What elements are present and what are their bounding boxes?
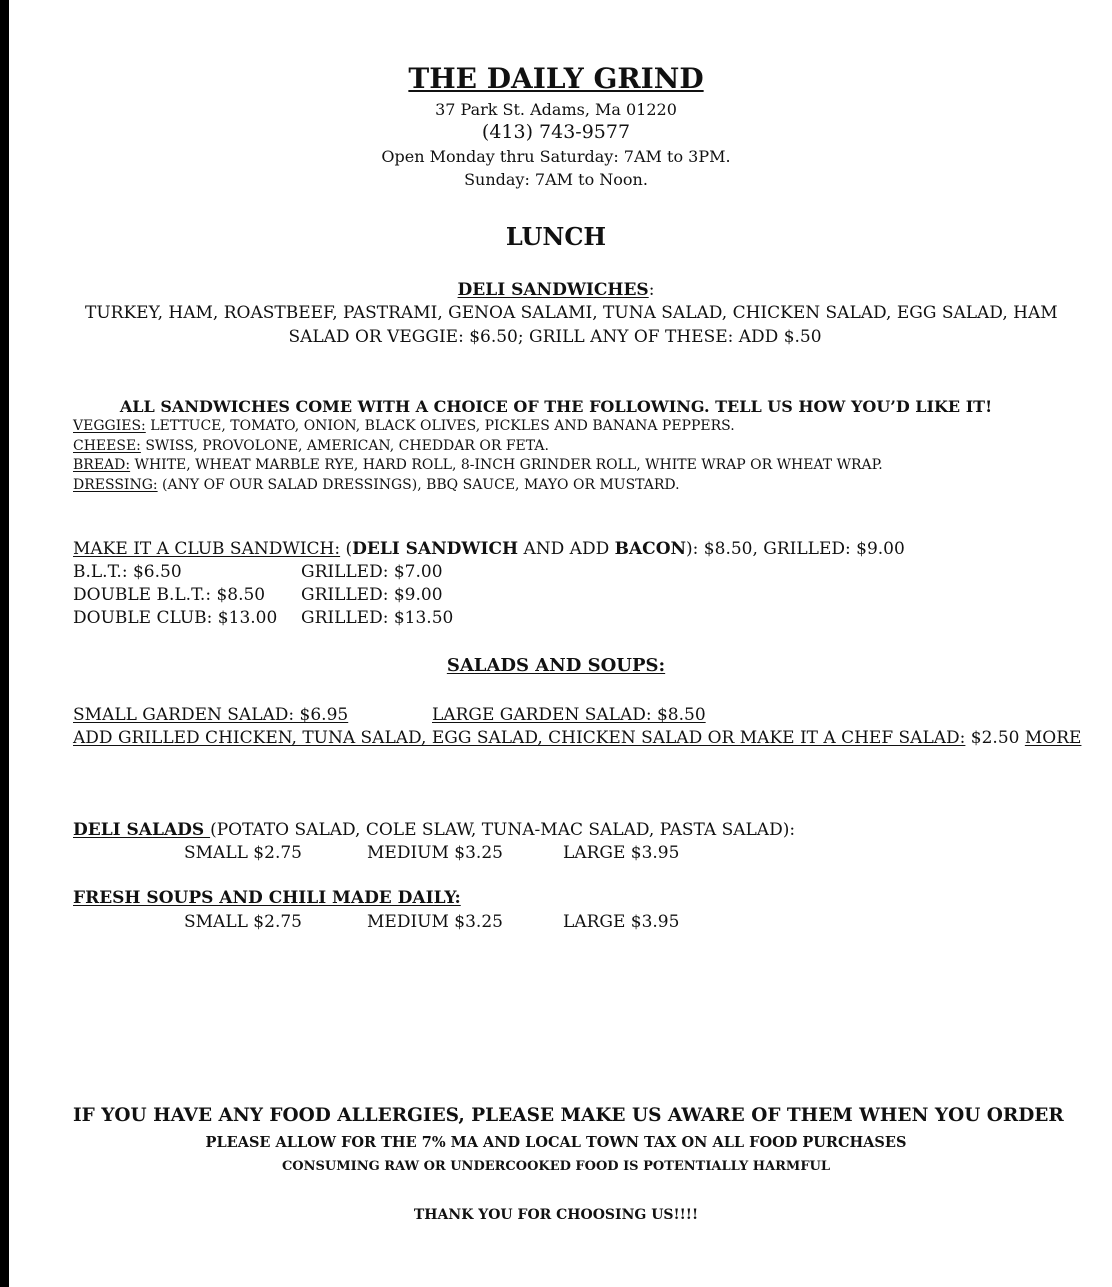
double-blt-grilled-price: GRILLED: $9.00 [301, 585, 443, 605]
allergy-notice: IF YOU HAVE ANY FOOD ALLERGIES, PLEASE MAKE US AWARE OF THEM WHEN YOU ORDER [73, 1105, 1064, 1126]
restaurant-title: THE DAILY GRIND [408, 62, 704, 95]
blt-grilled-price: GRILLED: $7.00 [301, 562, 443, 582]
deli-sandwiches-line-1: TURKEY, HAM, ROASTBEEF, PASTRAMI, GENOA SALAMI, TUNA SALAD, CHICKEN SALAD, EGG SALAD, HAM [85, 303, 1058, 323]
deli-heading-text: DELI SANDWICHES [457, 280, 649, 300]
salad-addons-text: ADD GRILLED CHICKEN, TUNA SALAD, EGG SALAD, CHICKEN SALAD OR MAKE IT A CHEF SALAD: [73, 728, 966, 748]
club-mid: AND ADD [518, 539, 615, 559]
choice-text: (ANY OF OUR SALAD DRESSINGS), BBQ SAUCE, MAYO OR MUSTARD. [157, 477, 680, 493]
choice-label: VEGGIES: [73, 418, 146, 434]
choice-text: LETTUCE, TOMATO, ONION, BLACK OLIVES, PICKLES AND BANANA PEPPERS. [145, 418, 735, 434]
salad-addons-price: $2.50 [965, 728, 1025, 748]
hours-weekdays: Open Monday thru Saturday: 7AM to 3PM. [381, 147, 731, 166]
choices-heading: ALL SANDWICHES COME WITH A CHOICE OF THE FOLLOWING. TELL US HOW YOU’D LIKE IT! [119, 397, 993, 416]
club-bold-deli: DELI SANDWICH [352, 539, 519, 559]
choice-text: WHITE, WHEAT MARBLE RYE, HARD ROLL, 8-INCH GRINDER ROLL, WHITE WRAP OR WHEAT WRAP. [130, 457, 883, 473]
soups-heading: FRESH SOUPS AND CHILI MADE DAILY: [73, 888, 461, 908]
deli-salads-large: LARGE $3.95 [563, 843, 680, 863]
deli-salads-small: SMALL $2.75 [184, 843, 302, 863]
phone-number: (413) 743-9577 [481, 121, 631, 143]
blt-price: B.L.T.: $6.50 [73, 562, 182, 582]
soups-large: LARGE $3.95 [563, 912, 680, 932]
soups-small: SMALL $2.75 [184, 912, 302, 932]
address: 37 Park St. Adams, Ma 01220 [435, 100, 677, 119]
deli-salads-label: DELI SALADS [73, 820, 211, 840]
club-bold-bacon: BACON [614, 539, 687, 559]
choice-label: BREAD: [73, 457, 131, 473]
deli-salads-desc: (POTATO SALAD, COLE SLAW, TUNA-MAC SALAD, PASTA SALAD): [210, 820, 796, 840]
large-garden-salad: LARGE GARDEN SALAD: $8.50 [432, 705, 706, 725]
small-garden-salad: SMALL GARDEN SALAD: $6.95 [73, 705, 349, 725]
choice-dressing [73, 477, 680, 493]
choice-label: DRESSING: [73, 477, 158, 493]
raw-food-warning: CONSUMING RAW OR UNDERCOOKED FOOD IS POTENTIALLY HARMFUL [281, 1159, 831, 1174]
double-club-price: DOUBLE CLUB: $13.00 [73, 608, 278, 628]
club-open: ( [340, 539, 353, 559]
section-title-lunch: LUNCH [505, 222, 607, 251]
salad-addons-more: MORE [1024, 728, 1082, 748]
tax-notice: PLEASE ALLOW FOR THE 7% MA AND LOCAL TOWN TAX ON ALL FOOD PURCHASES [205, 1134, 907, 1151]
choice-label: CHEESE: [73, 438, 141, 454]
deli-salads-line [73, 820, 795, 840]
deli-salads-medium: MEDIUM $3.25 [367, 843, 503, 863]
thank-you-message: THANK YOU FOR CHOOSING US!!!! [413, 1207, 699, 1223]
club-rest: ): $8.50, GRILLED: $9.00 [686, 539, 905, 559]
left-edge-bar [0, 0, 9, 1287]
double-club-grilled-price: GRILLED: $13.50 [301, 608, 454, 628]
choice-veggies [73, 418, 735, 434]
club-sandwich-line [73, 539, 905, 559]
deli-sandwiches-heading [0, 280, 1112, 300]
salads-soups-heading: SALADS AND SOUPS: [446, 655, 666, 676]
choice-cheese [73, 438, 549, 454]
double-blt-price: DOUBLE B.L.T.: $8.50 [73, 585, 266, 605]
salad-addons-line [73, 728, 1081, 748]
soups-medium: MEDIUM $3.25 [367, 912, 503, 932]
choice-text: SWISS, PROVOLONE, AMERICAN, CHEDDAR OR FETA. [140, 438, 549, 454]
hours-sunday: Sunday: 7AM to Noon. [464, 170, 648, 189]
club-label: MAKE IT A CLUB SANDWICH: [73, 539, 341, 559]
deli-heading-colon: : [648, 280, 655, 300]
choice-bread [73, 457, 883, 473]
deli-sandwiches-line-2: SALAD OR VEGGIE: $6.50; GRILL ANY OF THESE: ADD $.50 [288, 327, 822, 347]
